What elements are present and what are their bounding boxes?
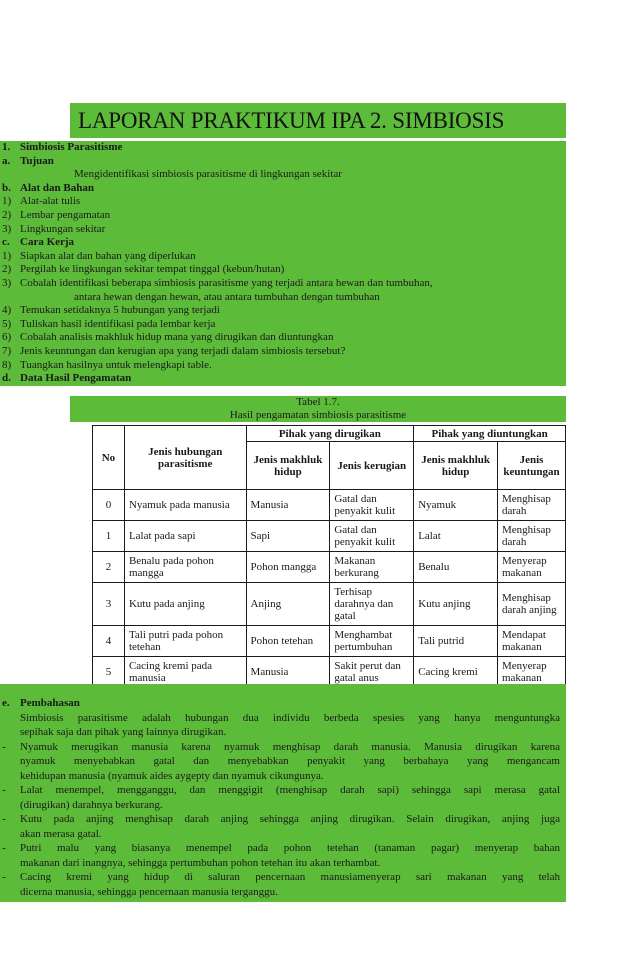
report-line: [0, 263, 566, 277]
report-line: [0, 250, 566, 264]
line-number: a.: [2, 154, 11, 167]
pembahasan-text: Simbiosis parasitisme adalah hubungan dua individu berbeda spesies yang hanya menguntungka: [20, 711, 560, 724]
cell-keuntungan: Mendapat makanan: [497, 626, 565, 657]
cell-keuntungan: Menghisap darah anjing: [497, 583, 565, 626]
bullet-dash: -: [2, 871, 6, 883]
bullet-dash: -: [2, 813, 6, 825]
pembahasan-text: akan merasa gatal.: [20, 827, 102, 840]
table-row: [93, 490, 566, 521]
line-number: 3): [2, 222, 12, 235]
pembahasan-text: dicerna manusia, sehingga pencernaan manusia terganggu.: [20, 885, 278, 898]
pembahasan-text: Kutu pada anjing menghisap darah anjing sehingga anjing dirugikan. Selain dirugikan, anjing juga: [20, 813, 560, 825]
report-line: [0, 195, 566, 209]
line-number: 2): [2, 208, 12, 221]
pembahasan-text: nyamuk menyebabkan gatal dan menyebabkan penyakit yang berbahaya yang mengancam: [20, 755, 560, 767]
page-title: LAPORAN PRAKTIKUM IPA 2. SIMBIOSIS: [78, 108, 505, 133]
table-row: [93, 521, 566, 552]
line-number: c.: [2, 236, 10, 249]
line-number: d.: [2, 372, 11, 385]
pembahasan-text: makanan dari inangnya, sehingga pertumbuhan pohon tetehan itu akan terhambat.: [20, 856, 381, 869]
pembahasan-line: [0, 769, 566, 784]
report-line: [0, 223, 566, 237]
table-row: [93, 583, 566, 626]
report-line: [0, 291, 566, 305]
cell-dirugikan: Sapi: [246, 521, 330, 552]
line-text: Lembar pengamatan: [20, 208, 111, 221]
cell-no: 0: [93, 490, 125, 521]
heading-number: e.: [2, 697, 10, 709]
header-pihak-dirugikan: Pihak yang dirugikan: [246, 426, 414, 442]
cell-hubungan: Benalu pada pohon mangga: [124, 552, 246, 583]
line-text: Siapkan alat dan bahan yang diperlukan: [20, 249, 196, 262]
title-band: [70, 103, 566, 138]
line-text: Cobalah analisis makhluk hidup mana yang dirugikan dan diuntungkan: [20, 331, 334, 344]
cell-hubungan: Kutu pada anjing: [124, 583, 246, 626]
pembahasan-line: [0, 725, 566, 740]
line-number: 3): [2, 276, 12, 289]
line-number: 2): [2, 263, 12, 276]
pembahasan-section: [0, 684, 566, 902]
header-no: No: [93, 426, 125, 490]
report-line: [0, 304, 566, 318]
pembahasan-line: [0, 812, 566, 827]
cell-dirugikan: Anjing: [246, 583, 330, 626]
pembahasan-text: (dirugikan) darahnya berkurang.: [20, 798, 163, 811]
line-text: Simbiosis Parasitisme: [20, 141, 123, 153]
line-text: Lingkungan sekitar: [20, 222, 106, 235]
cell-kerugian: Menghambat pertumbuhan: [330, 626, 414, 657]
pembahasan-text: Nyamuk merugikan manusia karena nyamuk menghisap darah manusia. Manusia dirugikan karena: [20, 740, 560, 753]
cell-diuntungkan: Kutu anjing: [414, 583, 498, 626]
pembahasan-line: [0, 885, 566, 900]
cell-diuntungkan: Nyamuk: [414, 490, 498, 521]
cell-no: 3: [93, 583, 125, 626]
table-caption-label: Tabel 1.7.: [296, 396, 340, 408]
line-text: Alat-alat tulis: [20, 195, 81, 208]
report-line: [0, 168, 566, 182]
pembahasan-heading: [0, 696, 566, 711]
cell-keuntungan: Menyerap makanan: [497, 657, 565, 688]
table-body: [93, 490, 566, 688]
cell-diuntungkan: Lalat: [414, 521, 498, 552]
pembahasan-line: [0, 841, 566, 856]
report-line: [0, 277, 566, 291]
line-text: antara hewan dengan hewan, atau antara tumbuhan dengan tumbuhan: [74, 290, 380, 303]
pembahasan-text: Lalat menempel, mengganggu, dan menggigit (menghisap darah sapi) sehingga sapi merasa gatal: [20, 784, 560, 796]
report-line: [0, 359, 566, 373]
cell-kerugian: Gatal dan penyakit kulit: [330, 490, 414, 521]
table-row: [93, 657, 566, 688]
cell-kerugian: Terhisap darahnya dan gatal: [330, 583, 414, 626]
header-jenis-hubungan: Jenis hubungan parasitisme: [124, 426, 246, 490]
cell-no: 4: [93, 626, 125, 657]
table-caption-text: Hasil pengamatan simbiosis parasitisme: [229, 409, 407, 421]
line-text: Pergilah ke lingkungan sekitar tempat tinggal (kebun/hutan): [20, 263, 285, 276]
report-line: [0, 331, 566, 345]
pembahasan-line: [0, 827, 566, 842]
cell-hubungan: Tali putri pada pohon tetehan: [124, 626, 246, 657]
pembahasan-text: Putri malu yang biasanya menempel pada pohon tetehan (tanaman pagar) menyerap bahan: [20, 842, 560, 854]
line-number: 7): [2, 344, 12, 357]
cell-diuntungkan: Benalu: [414, 552, 498, 583]
cell-keuntungan: Menyerap makanan: [497, 552, 565, 583]
line-number: 6): [2, 331, 12, 344]
table-row: [93, 626, 566, 657]
report-line: [0, 155, 566, 169]
table-row: [93, 552, 566, 583]
line-text: Tuliskan hasil identifikasi pada lembar kerja: [20, 317, 216, 330]
line-number: 1.: [2, 141, 11, 153]
report-line: [0, 236, 566, 250]
cell-dirugikan: Manusia: [246, 490, 330, 521]
pembahasan-line: [0, 711, 566, 726]
cell-diuntungkan: Tali putrid: [414, 626, 498, 657]
line-text: Tuangkan hasilnya untuk melengkapi table.: [20, 358, 212, 371]
cell-kerugian: Makanan berkurang: [330, 552, 414, 583]
cell-keuntungan: Menghisap darah: [497, 490, 565, 521]
cell-dirugikan: Manusia: [246, 657, 330, 688]
report-line: [0, 182, 566, 196]
line-text: Data Hasil Pengamatan: [20, 372, 132, 385]
cell-keuntungan: Menghisap darah: [497, 521, 565, 552]
pembahasan-text: Cacing kremi yang hidup di saluran pencernaan manusiamenyerap sari makanan yang telah: [20, 871, 560, 883]
header-makhluk-hidup-dirugikan: Jenis makhluk hidup: [246, 442, 330, 490]
table-wrap: [92, 425, 566, 684]
header-makhluk-hidup-diuntungkan: Jenis makhluk hidup: [414, 442, 498, 490]
heading-text: Pembahasan: [20, 697, 80, 709]
pembahasan-text: kehidupan manusia (nyamuk aides aygepty dan nyamuk cikungunya.: [20, 769, 324, 782]
line-number: 1): [2, 249, 12, 262]
header-kerugian: Jenis kerugian: [330, 442, 414, 490]
pembahasan-line: [0, 783, 566, 798]
pembahasan-line: [0, 870, 566, 885]
report-line: [0, 209, 566, 223]
line-text: Temukan setidaknya 5 hubungan yang terjadi: [20, 304, 220, 317]
line-text: Alat dan Bahan: [20, 181, 94, 194]
header-keuntungan: Jenis keuntungan: [497, 442, 565, 490]
report-body: [0, 141, 566, 386]
observation-table: [92, 425, 566, 688]
bullet-dash: -: [2, 740, 6, 753]
cell-no: 2: [93, 552, 125, 583]
cell-no: 5: [93, 657, 125, 688]
line-text: Cobalah identifikasi beberapa simbiosis parasitisme yang terjadi antara hewan dan tumbuhan,: [20, 276, 433, 289]
cell-hubungan: Nyamuk pada manusia: [124, 490, 246, 521]
report-line: [0, 318, 566, 332]
line-number: 1): [2, 195, 12, 208]
cell-hubungan: Lalat pada sapi: [124, 521, 246, 552]
cell-dirugikan: Pohon tetehan: [246, 626, 330, 657]
report-line: [0, 345, 566, 359]
cell-kerugian: Gatal dan penyakit kulit: [330, 521, 414, 552]
report-line: [0, 372, 566, 386]
pembahasan-text: sepihak saja dan pihak yang lainnya dirugikan.: [20, 726, 227, 738]
line-text: Jenis keuntungan dan kerugian apa yang terjadi dalam simbiosis tersebut?: [20, 344, 346, 357]
line-text: Tujuan: [20, 154, 54, 167]
line-number: b.: [2, 181, 11, 194]
bullet-dash: -: [2, 842, 6, 854]
report-line: [0, 141, 566, 155]
header-pihak-diuntungkan: Pihak yang diuntungkan: [414, 426, 566, 442]
bullet-dash: -: [2, 784, 6, 796]
cell-kerugian: Sakit perut dan gatal anus: [330, 657, 414, 688]
table-caption: [70, 396, 566, 422]
pembahasan-line: [0, 740, 566, 755]
cell-diuntungkan: Cacing kremi: [414, 657, 498, 688]
cell-no: 1: [93, 521, 125, 552]
pembahasan-line: [0, 754, 566, 769]
line-number: 8): [2, 358, 12, 371]
line-text: Cara Kerja: [20, 236, 75, 249]
line-number: 5): [2, 317, 12, 330]
pembahasan-line: [0, 798, 566, 813]
cell-hubungan: Cacing kremi pada manusia: [124, 657, 246, 688]
line-text: Mengidentifikasi simbiosis parasitisme di lingkungan sekitar: [74, 168, 342, 181]
cell-dirugikan: Pohon mangga: [246, 552, 330, 583]
line-number: 4): [2, 304, 12, 317]
pembahasan-line: [0, 856, 566, 871]
